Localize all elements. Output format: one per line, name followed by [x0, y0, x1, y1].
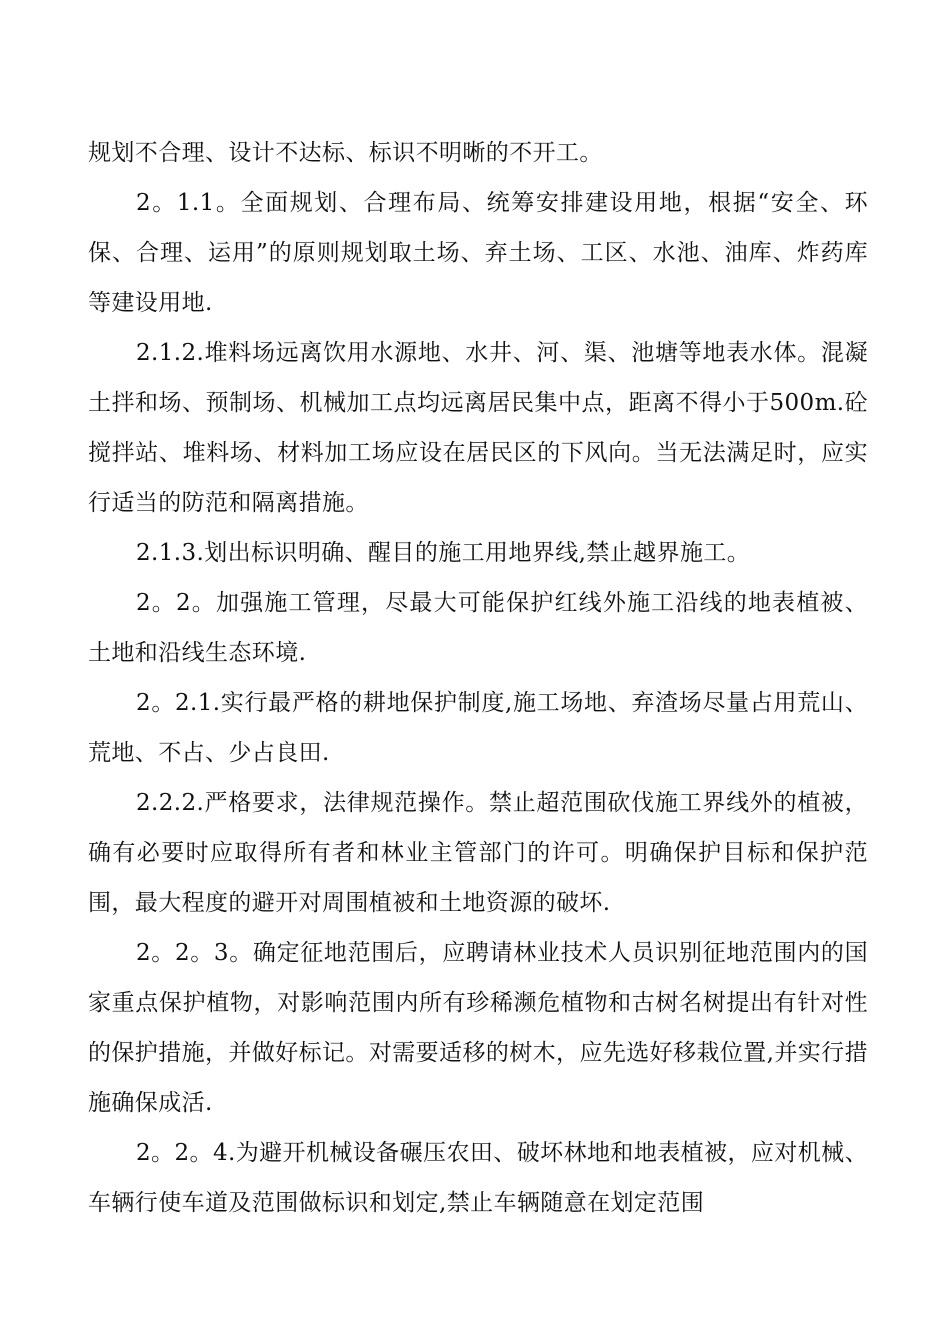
paragraph-2-2: 2。2。加强施工管理，尽最大可能保护红线外施工沿线的地表植被、土地和沿线生态环境.: [88, 590, 868, 666]
paragraph-2-2-1: 2。2.1.实行最严格的耕地保护制度,施工场地、弃渣场尽量占用荒山、荒地、不占、少占良田.: [88, 690, 868, 766]
paragraph-2-2-3: 2。2。3。确定征地范围后，应聘请林业技术人员识别征地范围内的国家重点保护植物，对影响范围内所有珍稀濒危植物和古树名树提出有针对性的保护措施，并做好标记。对需要适移的树木，应先选好移栽位置,并实行措施确保成活.: [88, 940, 868, 1116]
paragraph-2-1-2: 2.1.2.堆料场远离饮用水源地、水井、河、渠、池塘等地表水体。混凝土拌和场、预制场、机械加工点均远离居民集中点，距离不得小于500m.砼搅拌站、堆料场、材料加工场应设在居民区的下风向。当无法满足时，应实行适当的防范和隔离措施。: [88, 340, 868, 516]
paragraph-2-1-3: 2.1.3.划出标识明确、醒目的施工用地界线,禁止越界施工。: [136, 540, 751, 566]
paragraph-2-2-4: 2。2。4.为避开机械设备碾压农田、破坏林地和地表植被，应对机械、车辆行使车道及范围做标识和划定,禁止车辆随意在划定范围: [88, 1140, 868, 1216]
document-body: [88, 128, 868, 1228]
paragraph-2-2-2: 2.2.2.严格要求，法律规范操作。禁止超范围砍伐施工界线外的植被，确有必要时应取得所有者和林业主管部门的许可。明确保护目标和保护范围，最大程度的避开对周围植被和土地资源的破坏.: [88, 790, 868, 916]
paragraph-continuation: 规划不合理、设计不达标、标识不明晰的不开工。: [88, 140, 603, 166]
paragraph-2-1-1: 2。1.1。全面规划、合理布局、统筹安排建设用地，根据“安全、环保、合理、运用”的原则规划取土场、弃土场、工区、水池、油库、炸药库等建设用地.: [88, 190, 868, 316]
